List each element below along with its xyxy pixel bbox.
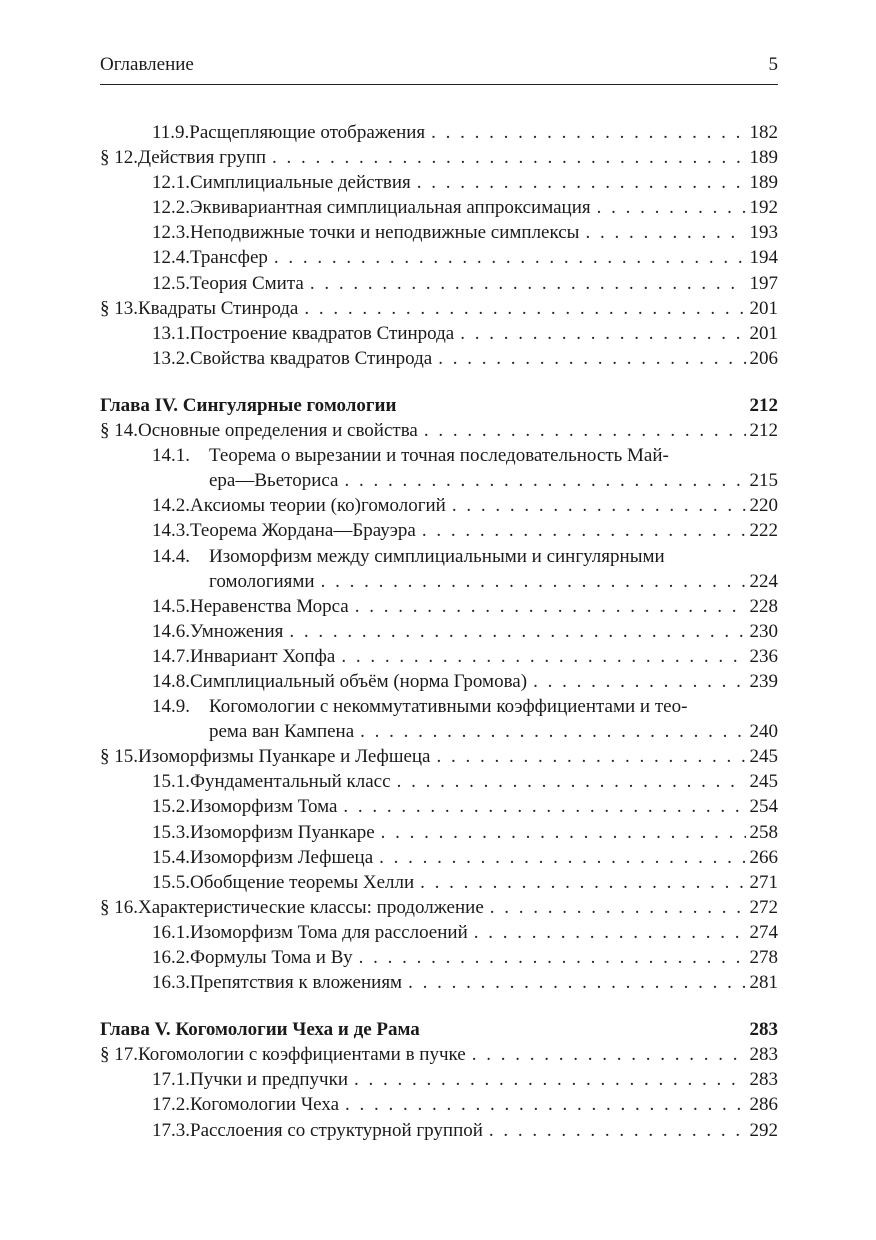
entry-title: Действия групп xyxy=(138,147,267,169)
toc-entry[interactable] xyxy=(100,870,778,895)
entry-number: 15.3. xyxy=(152,821,190,843)
entry-title: Изоморфизм Пуанкаре xyxy=(190,821,375,843)
entry-number: 13.2. xyxy=(152,347,190,369)
entry-number: 16.3. xyxy=(152,972,190,994)
entry-title: Характеристические классы: продолжение xyxy=(138,896,484,918)
entry-number: § 16. xyxy=(100,896,138,918)
entry-page-number: 236 xyxy=(749,645,778,667)
entry-number: § 17. xyxy=(100,1044,138,1066)
entry-page-number: 274 xyxy=(749,921,778,943)
entry-page-number: 228 xyxy=(749,595,778,617)
entry-page-number: 278 xyxy=(749,947,778,968)
entry-page-number: 239 xyxy=(749,670,778,692)
toc-entry[interactable] xyxy=(100,195,778,220)
entry-number: 14.2. xyxy=(152,495,190,517)
entry-number: 12.5. xyxy=(152,272,190,294)
dot-leader xyxy=(490,895,746,920)
entry-page-number: 254 xyxy=(749,796,778,818)
entry-title: Квадраты Стинрода xyxy=(138,297,299,319)
chapter-page-number: 283 xyxy=(749,1019,778,1041)
entry-number: § 13. xyxy=(100,297,138,319)
dot-leader xyxy=(343,794,745,819)
dot-leader xyxy=(585,220,745,245)
dot-leader xyxy=(272,145,745,170)
entry-page-number: 189 xyxy=(749,172,778,194)
entry-number: 14.6. xyxy=(152,620,190,642)
entry-page-number: 240 xyxy=(749,721,778,743)
toc-entry[interactable] xyxy=(100,945,778,970)
entry-page-number: 201 xyxy=(749,297,778,319)
dot-leader xyxy=(304,296,745,321)
entry-page-number: 286 xyxy=(749,1094,778,1116)
toc-entry[interactable] xyxy=(100,1067,778,1092)
header-title: Оглавление xyxy=(100,54,194,75)
toc-entry[interactable] xyxy=(100,518,778,543)
toc-entry[interactable] xyxy=(100,321,778,346)
entry-title: Обобщение теоремы Хелли xyxy=(190,871,415,893)
entry-page-number: 197 xyxy=(749,272,778,294)
entry-number: 17.1. xyxy=(152,1069,190,1091)
toc-entry[interactable] xyxy=(100,544,778,569)
entry-title: Симплициальные действия xyxy=(190,172,411,194)
dot-leader xyxy=(438,346,745,371)
toc-entry[interactable] xyxy=(100,594,778,619)
entry-page-number: 245 xyxy=(749,771,778,793)
dot-leader xyxy=(345,1092,745,1117)
chapter-heading[interactable] xyxy=(100,1017,778,1042)
entry-number: 17.2. xyxy=(152,1094,190,1116)
entry-page-number: 212 xyxy=(749,420,778,442)
dot-leader xyxy=(321,569,746,594)
entry-page-number: 189 xyxy=(749,147,778,169)
entry-title: ера—Вьеториса xyxy=(209,470,339,492)
toc-entry[interactable] xyxy=(100,1092,778,1117)
dot-leader xyxy=(397,769,746,794)
entry-number: 11.9. xyxy=(152,122,190,143)
entry-number: 12.2. xyxy=(152,197,190,219)
entry-page-number: 215 xyxy=(749,470,778,492)
dot-leader xyxy=(408,970,745,995)
running-header xyxy=(100,54,778,85)
entry-number: 12.4. xyxy=(152,247,190,269)
toc-entry[interactable] xyxy=(100,569,778,594)
chapter-title: Глава V. Когомологии Чеха и де Рама xyxy=(100,1019,420,1041)
entry-number: 15.5. xyxy=(152,871,190,893)
toc-entry[interactable] xyxy=(100,443,778,468)
dot-leader xyxy=(420,870,745,895)
chapter-page-number: 212 xyxy=(749,394,778,416)
dot-leader xyxy=(381,820,746,845)
entry-page-number: 182 xyxy=(749,122,778,143)
entry-number: 15.1. xyxy=(152,771,190,793)
chapter-heading[interactable] xyxy=(100,393,778,418)
entry-page-number: 224 xyxy=(749,570,778,592)
entry-title: Инвариант Хопфа xyxy=(190,645,336,667)
toc-entry[interactable] xyxy=(100,271,778,296)
entry-title: Расслоения со структурной группой xyxy=(190,1119,483,1141)
entry-page-number: 220 xyxy=(749,495,778,517)
toc-entry[interactable] xyxy=(100,170,778,195)
dot-leader xyxy=(274,245,746,270)
entry-title: Когомологии Чеха xyxy=(190,1094,340,1116)
dot-leader xyxy=(341,644,745,669)
entry-title: Построение квадратов Стинрода xyxy=(190,322,455,344)
entry-number: 12.1. xyxy=(152,172,190,194)
toc-entry[interactable] xyxy=(100,719,778,744)
section-entry[interactable] xyxy=(100,296,778,321)
entry-page-number: 206 xyxy=(749,347,778,369)
entry-number: 14.5. xyxy=(152,595,190,617)
entry-page-number: 283 xyxy=(749,1044,778,1066)
entry-title: Симплициальный объём (норма Громова) xyxy=(190,670,528,692)
entry-page-number: 272 xyxy=(749,896,778,918)
dot-leader xyxy=(533,669,745,694)
entry-number: 16.1. xyxy=(152,921,190,943)
entry-page-number: 271 xyxy=(749,871,778,893)
entry-number: § 15. xyxy=(100,746,138,768)
entry-page-number: 292 xyxy=(749,1119,778,1141)
dot-leader xyxy=(422,518,746,543)
dot-leader xyxy=(474,920,746,945)
entry-number: 12.3. xyxy=(152,222,190,244)
section-entry[interactable] xyxy=(100,145,778,170)
entry-title: Формулы Тома и Ву xyxy=(190,947,353,968)
toc-entry[interactable] xyxy=(100,468,778,493)
toc-entry[interactable] xyxy=(100,220,778,245)
entry-number: 14.8. xyxy=(152,670,190,692)
dot-leader xyxy=(489,1118,746,1143)
dot-leader xyxy=(424,418,746,443)
entry-page-number: 283 xyxy=(749,1069,778,1091)
dot-leader xyxy=(452,493,746,518)
entry-title: Когомологии с некоммутативными коэффициентами и тео- xyxy=(209,696,688,718)
toc-entry[interactable] xyxy=(100,245,778,270)
dot-leader xyxy=(310,271,746,296)
toc-entry[interactable] xyxy=(100,769,778,794)
entry-page-number: 192 xyxy=(749,197,778,219)
dot-leader xyxy=(379,845,745,870)
entry-title: Препятствия к вложениям xyxy=(190,972,403,994)
entry-title: Когомологии с коэффициентами в пучке xyxy=(138,1044,466,1066)
entry-title: Фундаментальный класс xyxy=(190,771,391,793)
entry-title: гомологиями xyxy=(209,570,315,592)
entry-title: Теория Смита xyxy=(190,272,304,294)
dot-leader xyxy=(354,1067,746,1092)
entry-number: 14.9. xyxy=(152,696,190,718)
entry-number: 14.1. xyxy=(152,445,190,467)
dot-leader xyxy=(436,744,745,769)
entry-page-number: 194 xyxy=(749,247,778,269)
dot-leader xyxy=(360,719,745,744)
dot-leader xyxy=(417,170,746,195)
entry-page-number: 266 xyxy=(749,846,778,868)
entry-number: § 14. xyxy=(100,420,138,442)
entry-title: Расщепляющие отображения xyxy=(189,122,426,143)
toc-entry[interactable] xyxy=(100,820,778,845)
toc-entry[interactable] xyxy=(100,619,778,644)
dot-leader xyxy=(289,619,745,644)
toc-entry[interactable] xyxy=(100,845,778,870)
toc-entry[interactable] xyxy=(100,920,778,945)
toc-entry[interactable] xyxy=(100,669,778,694)
entry-number: 14.3. xyxy=(152,520,190,542)
entry-number: 15.2. xyxy=(152,796,190,818)
entry-title: Неподвижные точки и неподвижные симплексы xyxy=(190,222,580,244)
entry-page-number: 222 xyxy=(749,520,778,542)
header-page-number: 5 xyxy=(768,54,778,75)
toc-entry[interactable] xyxy=(100,644,778,669)
toc-entry[interactable] xyxy=(100,346,778,371)
toc-entry[interactable] xyxy=(100,1118,778,1143)
entry-title: Эквивариантная симплициальная аппроксимация xyxy=(190,197,591,219)
entry-page-number: 245 xyxy=(749,746,778,768)
chapter-title: Глава IV. Сингулярные гомологии xyxy=(100,394,397,416)
entry-page-number: 258 xyxy=(749,821,778,843)
entry-title: Свойства квадратов Стинрода xyxy=(190,347,433,369)
section-entry[interactable] xyxy=(100,1042,778,1067)
entry-title: Умножения xyxy=(190,620,284,642)
dot-leader xyxy=(359,945,746,970)
entry-page-number: 230 xyxy=(749,620,778,642)
table-of-contents xyxy=(100,120,778,1143)
dot-leader xyxy=(460,321,745,346)
toc-entry[interactable] xyxy=(100,694,778,719)
entry-number: 14.4. xyxy=(152,545,190,567)
entry-title: Изоморфизм между симплициальными и сингулярными xyxy=(209,545,665,567)
entry-title: Трансфер xyxy=(190,247,268,269)
toc-entry[interactable] xyxy=(100,120,778,145)
dot-leader xyxy=(344,468,745,493)
entry-number: 15.4. xyxy=(152,846,190,868)
toc-entry[interactable] xyxy=(100,493,778,518)
section-entry[interactable] xyxy=(100,418,778,443)
entry-number: 16.2. xyxy=(152,947,190,968)
dot-leader xyxy=(431,120,745,145)
entry-page-number: 281 xyxy=(749,972,778,994)
dot-leader xyxy=(472,1042,746,1067)
entry-title: Пучки и предпучки xyxy=(190,1069,348,1091)
toc-entry[interactable] xyxy=(100,970,778,995)
dot-leader xyxy=(597,195,746,220)
entry-page-number: 201 xyxy=(749,322,778,344)
entry-title: Изоморфизм Тома для расслоений xyxy=(190,921,468,943)
entry-title: рема ван Кампена xyxy=(209,721,355,743)
entry-page-number: 193 xyxy=(749,222,778,244)
entry-number: 17.3. xyxy=(152,1119,190,1141)
section-entry[interactable] xyxy=(100,895,778,920)
dot-leader xyxy=(355,594,746,619)
entry-title: Аксиомы теории (ко)гомологий xyxy=(190,495,446,517)
section-entry[interactable] xyxy=(100,744,778,769)
entry-title: Изоморфизмы Пуанкаре и Лефшеца xyxy=(138,746,431,768)
entry-number: § 12. xyxy=(100,147,138,169)
entry-number: 13.1. xyxy=(152,322,190,344)
entry-title: Теорема о вырезании и точная последовательность Май- xyxy=(209,445,669,467)
entry-title: Основные определения и свойства xyxy=(138,420,418,442)
entry-title: Неравенства Морса xyxy=(190,595,349,617)
entry-title: Теорема Жордана—Брауэра xyxy=(190,520,416,542)
toc-entry[interactable] xyxy=(100,794,778,819)
entry-title: Изоморфизм Тома xyxy=(190,796,338,818)
entry-title: Изоморфизм Лефшеца xyxy=(190,846,374,868)
entry-number: 14.7. xyxy=(152,645,190,667)
